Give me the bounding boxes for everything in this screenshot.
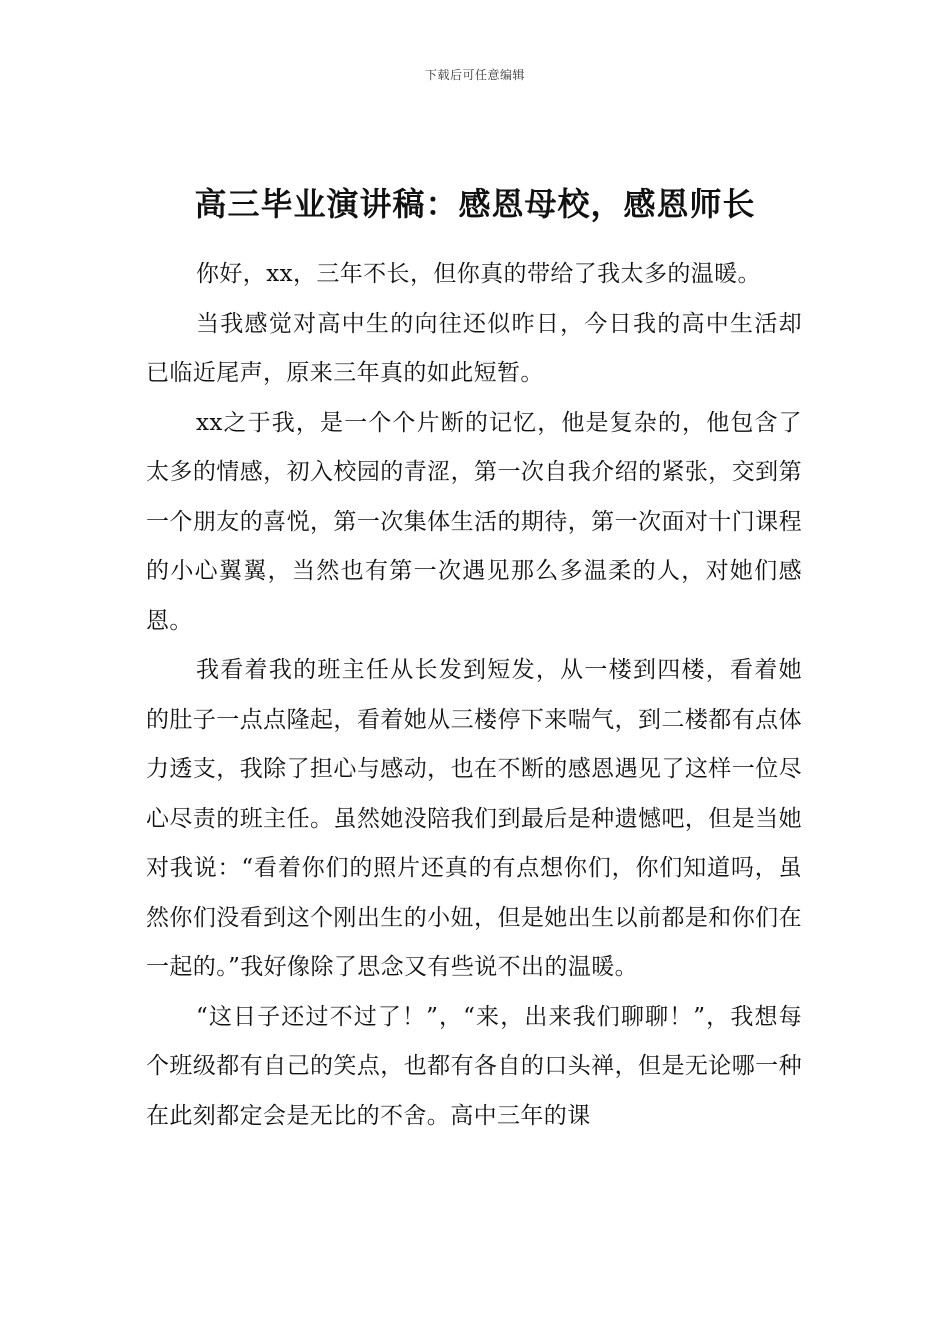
paragraph: 我看着我的班主任从长发到短发，从一楼到四楼，看着她的肚子一点点隆起，看着她从三楼停下来喘气，到二楼都有点体力透支，我除了担心与感动，也在不断的感恩遇见了这样一位尽心尽责的班主任。虽然她没陪我们到最后是种遗憾吧，但是当她对我说：“看着你们的照片还真的有点想你们，你们知道吗，虽然你们没看到这个刚出生的小妞，但是她出生以前都是和你们在一起的。”我好像除了思念又有些说不出的温暖。 [146, 657, 802, 980]
paragraph: 当我感觉对高中生的向往还似昨日，今日我的高中生活却已临近尾声，原来三年真的如此短暂。 [146, 310, 802, 386]
paragraph: “这日子还过不过了！”，“来，出来我们聊聊！”，我想每个班级都有自己的笑点，也都有各自的口头禅，但是无论哪一种在此刻都定会是无比的不舍。高中三年的课 [146, 1003, 802, 1129]
document-title: 高三毕业演讲稿：感恩母校，感恩师长 [194, 185, 756, 223]
header-note: 下载后可任意编辑 [424, 68, 525, 82]
paragraph: xx之于我，是一个个片断的记忆，他是复杂的，他包含了太多的情感，初入校园的青涩，第一次自我介绍的紧张，交到第一个朋友的喜悦，第一次集体生活的期待，第一次面对十门课程的小心翼翼，当然也有第一次遇见那么多温柔的人，对她们感恩。 [146, 409, 802, 634]
paragraph: 你好，xx，三年不长，但你真的带给了我太多的温暖。 [196, 261, 761, 287]
document-body [146, 250, 802, 1141]
